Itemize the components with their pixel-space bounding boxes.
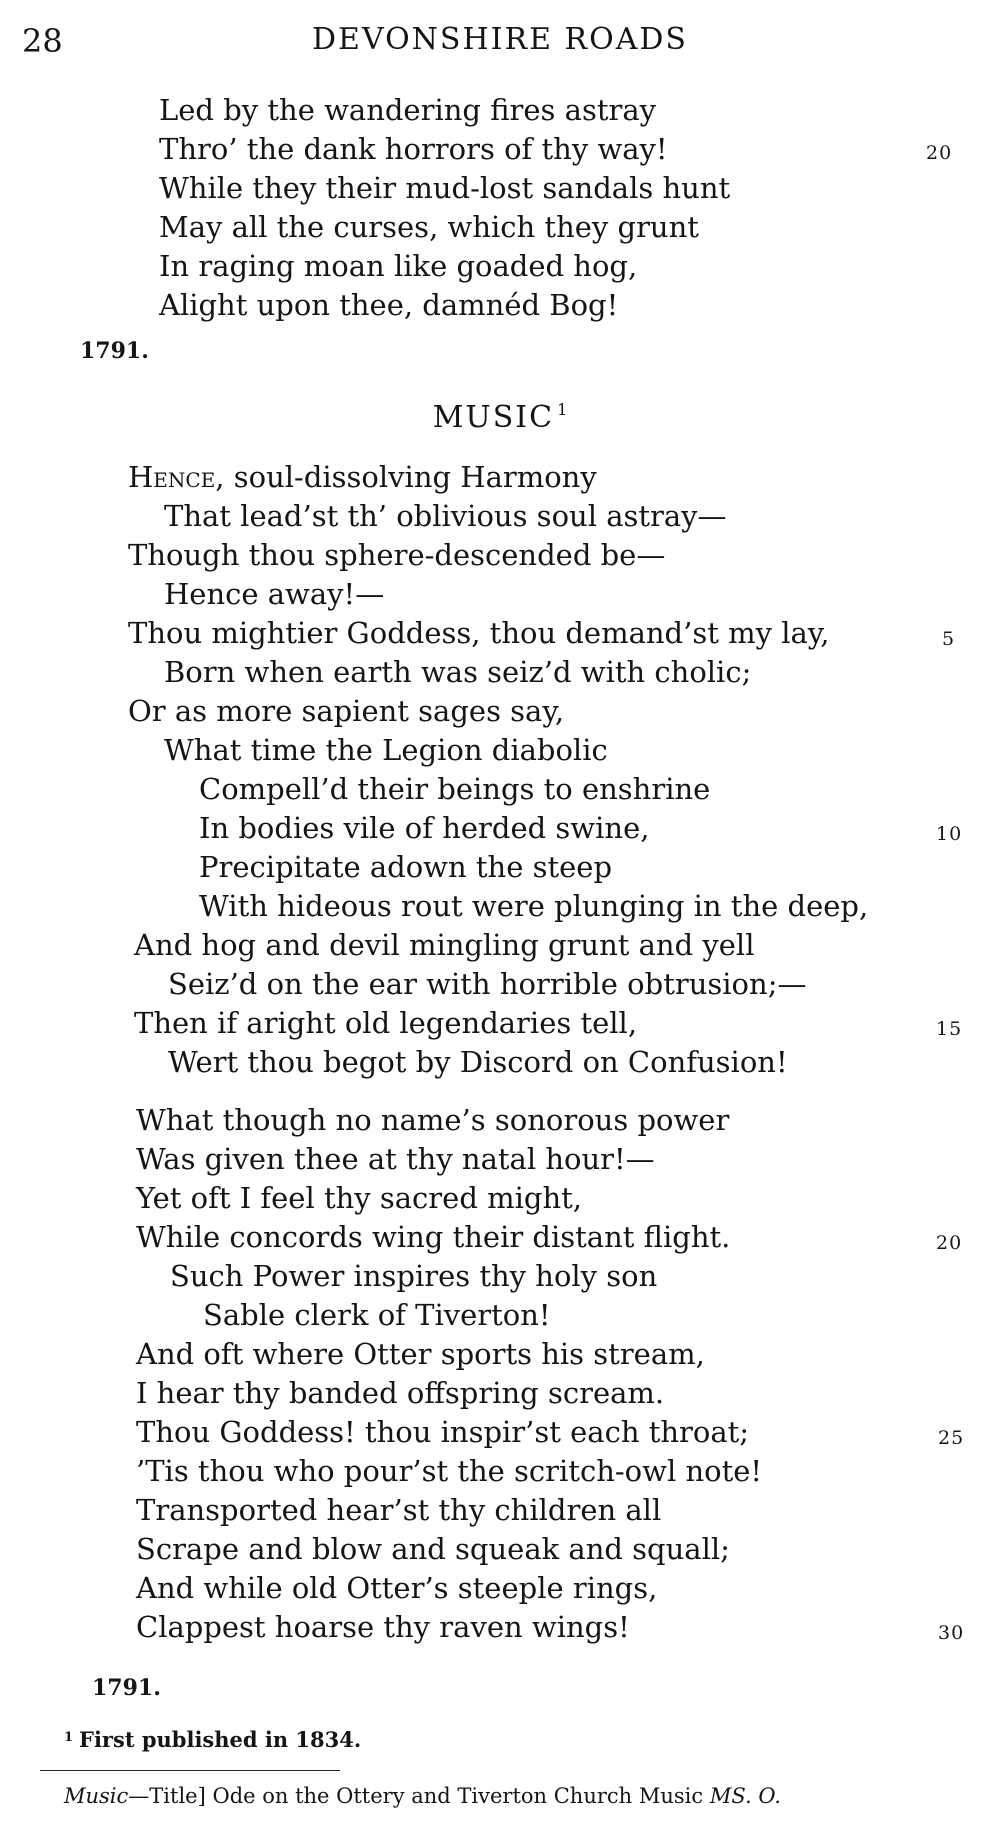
note-text: Ode on the Ottery and Tiverton Church Music — [205, 1784, 710, 1808]
footnote-number: 1 — [64, 1730, 74, 1745]
line-number: 5 — [942, 628, 956, 650]
poem-line: Thou Goddess! thou inspir’st each throat; — [136, 1415, 750, 1449]
footnote-text: First published in 1834. — [79, 1727, 362, 1752]
poem-line: Though thou sphere-descended be— — [128, 538, 666, 572]
poem-line: Or as more sapient sages say, — [128, 694, 565, 728]
running-title: DEVONSHIRE ROADS — [312, 22, 688, 57]
prev-poem-line: In raging moan like goaded hog, — [159, 249, 638, 283]
poem-line: Hence, soul-dissolving Harmony — [128, 460, 597, 494]
poem-line: What time the Legion diabolic — [164, 733, 608, 767]
poem-line: Yet oft I feel thy sacred might, — [136, 1181, 582, 1215]
poem-line: ’Tis thou who pour’st the scritch-owl note! — [136, 1454, 763, 1488]
line-number: 15 — [936, 1018, 963, 1040]
prev-poem-date: 1791. — [80, 338, 149, 364]
line-number: 30 — [938, 1622, 965, 1644]
poem-line: And oft where Otter sports his stream, — [136, 1337, 705, 1371]
poem-line: What though no name’s sonorous power — [136, 1103, 730, 1137]
poem-line: Transported hear’st thy children all — [136, 1493, 662, 1527]
poem-line: Such Power inspires thy holy son — [170, 1259, 658, 1293]
footnote — [64, 1729, 361, 1750]
poem-line: Sable clerk of Tiverton! — [203, 1298, 551, 1332]
footnote-rule — [40, 1770, 340, 1771]
poem-line: And hog and devil mingling grunt and yell — [134, 928, 755, 962]
line-number: 10 — [936, 823, 963, 845]
poem-line: Compell’d their beings to enshrine — [199, 772, 711, 806]
note-label: —Title] — [128, 1784, 206, 1808]
note-source: MS. O. — [709, 1784, 781, 1808]
poem-date: 1791. — [92, 1675, 161, 1701]
poem-line: That lead’st th’ oblivious soul astray— — [164, 499, 727, 533]
poem-line: Clappest hoarse thy raven wings! — [136, 1610, 630, 1644]
poem-line: Seiz’d on the ear with horrible obtrusion;— — [168, 967, 807, 1001]
poem-line: While concords wing their distant flight. — [136, 1220, 731, 1254]
first-word: Hence — [128, 460, 216, 494]
poem-title — [0, 402, 1000, 433]
prev-poem-line: Led by the wandering fires astray — [159, 93, 657, 127]
prev-poem-line: May all the curses, which they grunt — [159, 210, 699, 244]
poem-line: In bodies vile of herded swine, — [199, 811, 650, 845]
poem-line: With hideous rout were plunging in the deep, — [199, 889, 869, 923]
poem-line: Wert thou begot by Discord on Confusion! — [168, 1045, 788, 1079]
poem-line: Precipitate adown the steep — [199, 850, 613, 884]
line-number: 20 — [936, 1232, 963, 1254]
prev-poem-line: While they their mud-lost sandals hunt — [159, 171, 731, 205]
page-number: 28 — [22, 22, 63, 60]
line-number: 25 — [938, 1427, 965, 1449]
poem-line: And while old Otter’s steeple rings, — [136, 1571, 658, 1605]
poem-line: Hence away!— — [164, 577, 385, 611]
poem-line: I hear thy banded offspring scream. — [136, 1376, 665, 1410]
prev-poem-line: Thro’ the dank horrors of thy way! — [159, 132, 668, 166]
footnote-mark: 1 — [557, 400, 568, 419]
note-lemma: Music — [64, 1784, 129, 1808]
poem-line: Was given thee at thy natal hour!— — [136, 1142, 655, 1176]
poem-line: Scrape and blow and squeak and squall; — [136, 1532, 730, 1566]
poem-title-text: MUSIC — [432, 400, 555, 435]
textual-note — [64, 1786, 781, 1807]
poem-line: Born when earth was seiz’d with cholic; — [164, 655, 752, 689]
poem-line: Then if aright old legendaries tell, — [134, 1006, 638, 1040]
poem-line: Thou mightier Goddess, thou demand’st my lay, — [128, 616, 830, 650]
prev-poem-line: Alight upon thee, damnéd Bog! — [159, 288, 619, 322]
prev-poem-line-number: 20 — [926, 142, 953, 164]
